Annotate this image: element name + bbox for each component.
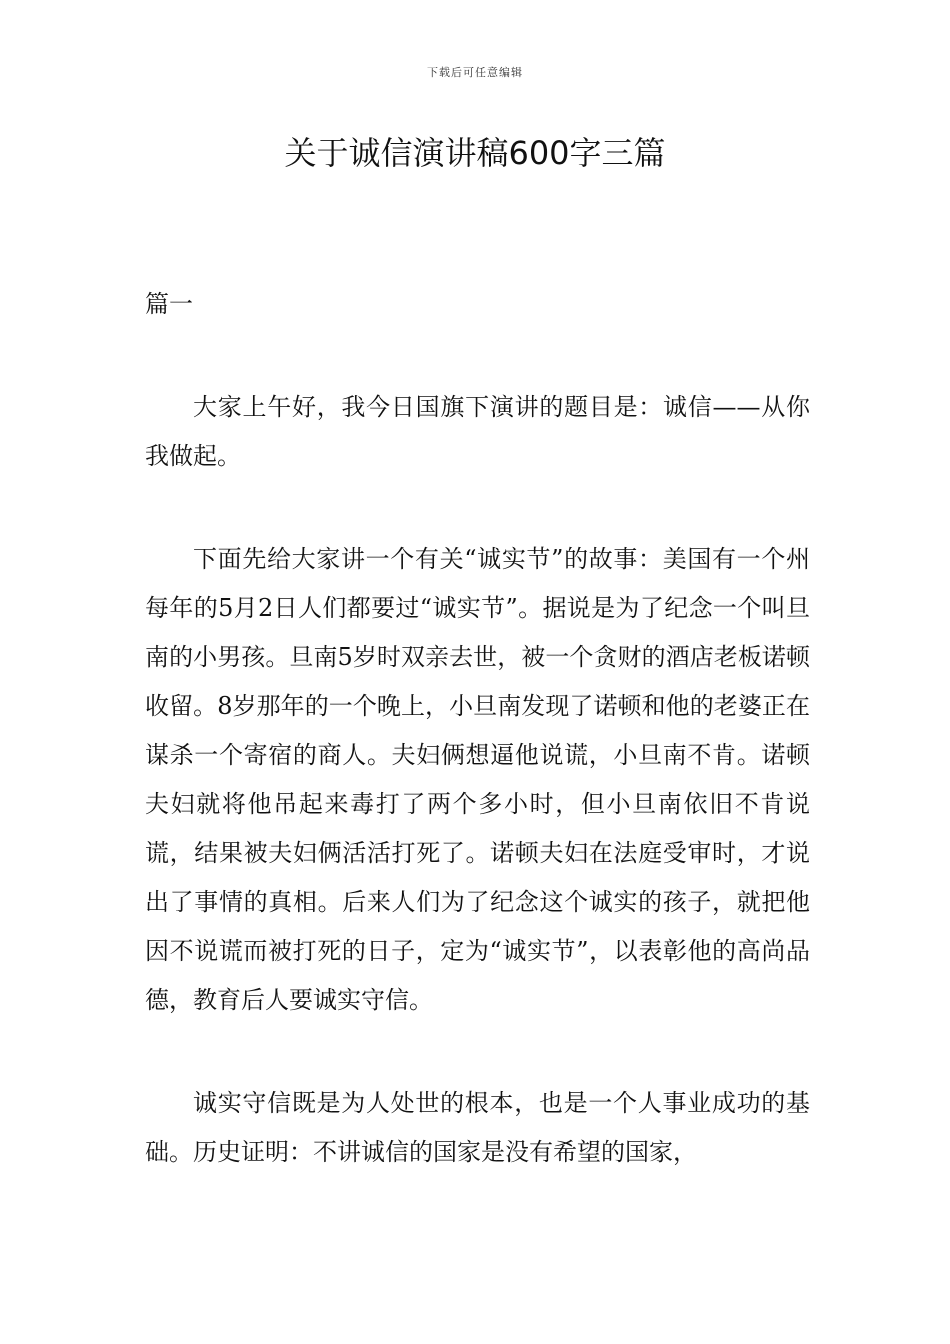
paragraph-intro: 大家上午好，我今日国旗下演讲的题目是：诚信——从你我做起。	[145, 393, 810, 470]
document-body	[145, 280, 810, 1177]
header-note: 下载后可任意编辑	[427, 66, 523, 79]
paragraph-story: 下面先给大家讲一个有关“诚实节”的故事：美国有一个州每年的5月2日人们都要过“诚实节”。据说是为了纪念一个叫旦南的小男孩。旦南5岁时双亲去世，被一个贪财的酒店老板诺顿收留。8岁那年的一个晚上，小旦南发现了诺顿和他的老婆正在谋杀一个寄宿的商人。夫妇俩想逼他说谎，小旦南不肯。诺顿夫妇就将他吊起来毒打了两个多小时，但小旦南依旧不肯说谎，结果被夫妇俩活活打死了。诺顿夫妇在法庭受审时，才说出了事情的真相。后来人们为了纪念这个诚实的孩子，就把他因不说谎而被打死的日子，定为“诚实节”，以表彰他的高尚品德，教育后人要诚实守信。	[145, 545, 810, 1014]
section-heading: 篇一	[145, 290, 193, 318]
document-title: 关于诚信演讲稿600字三篇	[284, 134, 666, 172]
paragraph-integrity: 诚实守信既是为人处世的根本，也是一个人事业成功的基础。历史证明：不讲诚信的国家是没有希望的国家，	[145, 1089, 810, 1166]
